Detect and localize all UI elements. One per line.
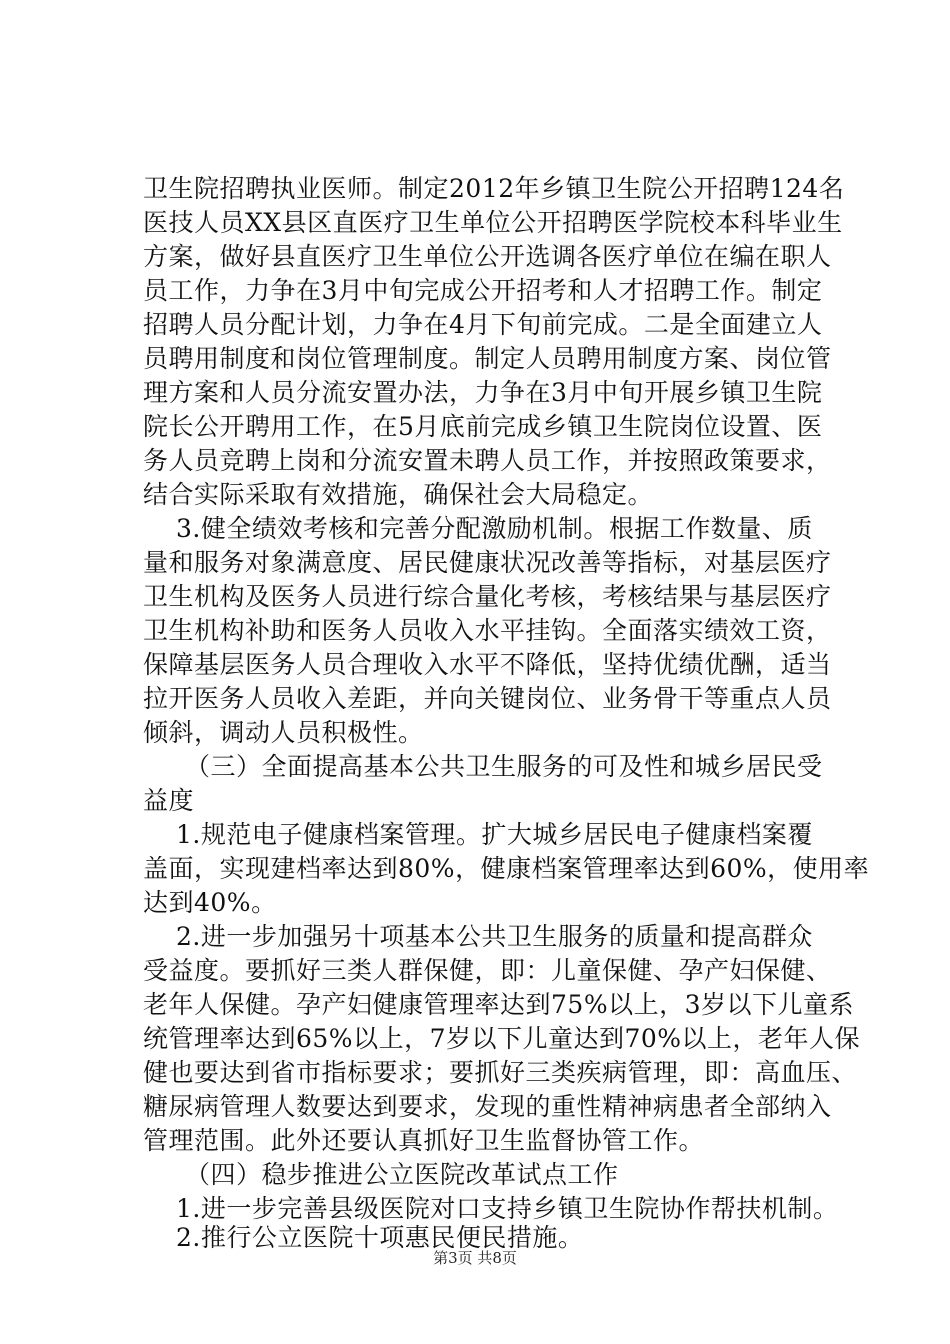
text-line: 倾斜，调动人员积极性。 — [143, 718, 424, 747]
text-line: 医技人员XX县区直医疗卫生单位公开招聘医学院校本科毕业生 — [143, 208, 843, 237]
text-line: 招聘人员分配计划，力争在4月下旬前完成。二是全面建立人 — [143, 310, 823, 339]
text-line: 盖面，实现建档率达到80%，健康档案管理率达到60%，使用率 — [143, 854, 870, 883]
paragraph-heading: 2.进一步加强另十项基本公共卫生服务的质量和提高群众 — [176, 922, 813, 951]
text-line: 达到40%。 — [143, 888, 277, 917]
text-line: 理方案和人员分流安置办法，力争在3月中旬开展乡镇卫生院 — [143, 378, 823, 407]
text-line: 管理范围。此外还要认真抓好卫生监督协管工作。 — [143, 1126, 705, 1155]
text-line: 卫生机构补助和医务人员收入水平挂钩。全面落实绩效工资， — [143, 616, 832, 645]
text-line: 健也要达到省市指标要求；要抓好三类疾病管理，即：高血压、 — [143, 1058, 858, 1087]
text-line: 院长公开聘用工作，在5月底前完成乡镇卫生院岗位设置、医 — [143, 412, 823, 441]
text-line: 拉开医务人员收入差距，并向关键岗位、业务骨干等重点人员 — [143, 684, 832, 713]
paragraph-heading: 2.推行公立医院十项惠民便民措施。 — [176, 1223, 584, 1252]
section-heading: （三）全面提高基本公共卫生服务的可及性和城乡居民受 — [185, 752, 823, 781]
paragraph-heading: 1.进一步完善县级医院对口支持乡镇卫生院协作帮扶机制。 — [176, 1194, 839, 1223]
text-line: 老年人保健。孕产妇健康管理率达到75%以上，3岁以下儿童系 — [143, 990, 854, 1019]
text-line: 量和服务对象满意度、居民健康状况改善等指标，对基层医疗 — [143, 548, 832, 577]
text-line: 务人员竞聘上岗和分流安置未聘人员工作，并按照政策要求， — [143, 446, 832, 475]
section-heading-cont: 益度 — [143, 786, 195, 815]
page-footer: 第3页 共8页 — [433, 1249, 517, 1267]
section-heading: （四）稳步推进公立医院改革试点工作 — [185, 1160, 619, 1189]
paragraph-heading: 3.健全绩效考核和完善分配激励机制。根据工作数量、质 — [176, 514, 813, 543]
text-line: 保障基层医务人员合理收入水平不降低，坚持优绩优酬，适当 — [143, 650, 832, 679]
text-line: 糖尿病管理人数要达到要求，发现的重性精神病患者全部纳入 — [143, 1092, 832, 1121]
text-line: 统管理率达到65%以上，7岁以下儿童达到70%以上，老年人保 — [143, 1024, 861, 1053]
text-line: 结合实际采取有效措施，确保社会大局稳定。 — [143, 480, 654, 509]
text-line: 员工作，力争在3月中旬完成公开招考和人才招聘工作。制定 — [143, 276, 823, 305]
text-line: 员聘用制度和岗位管理制度。制定人员聘用制度方案、岗位管 — [143, 344, 832, 373]
text-line: 方案，做好县直医疗卫生单位公开选调各医疗单位在编在职人 — [143, 242, 832, 271]
paragraph-heading: 1.规范电子健康档案管理。扩大城乡居民电子健康档案覆 — [176, 820, 813, 849]
text-line: 受益度。要抓好三类人群保健，即：儿童保健、孕产妇保健、 — [143, 956, 832, 985]
text-line: 卫生院招聘执业医师。制定2012年乡镇卫生院公开招聘124名 — [143, 174, 845, 203]
text-line: 卫生机构及医务人员进行综合量化考核，考核结果与基层医疗 — [143, 582, 832, 611]
